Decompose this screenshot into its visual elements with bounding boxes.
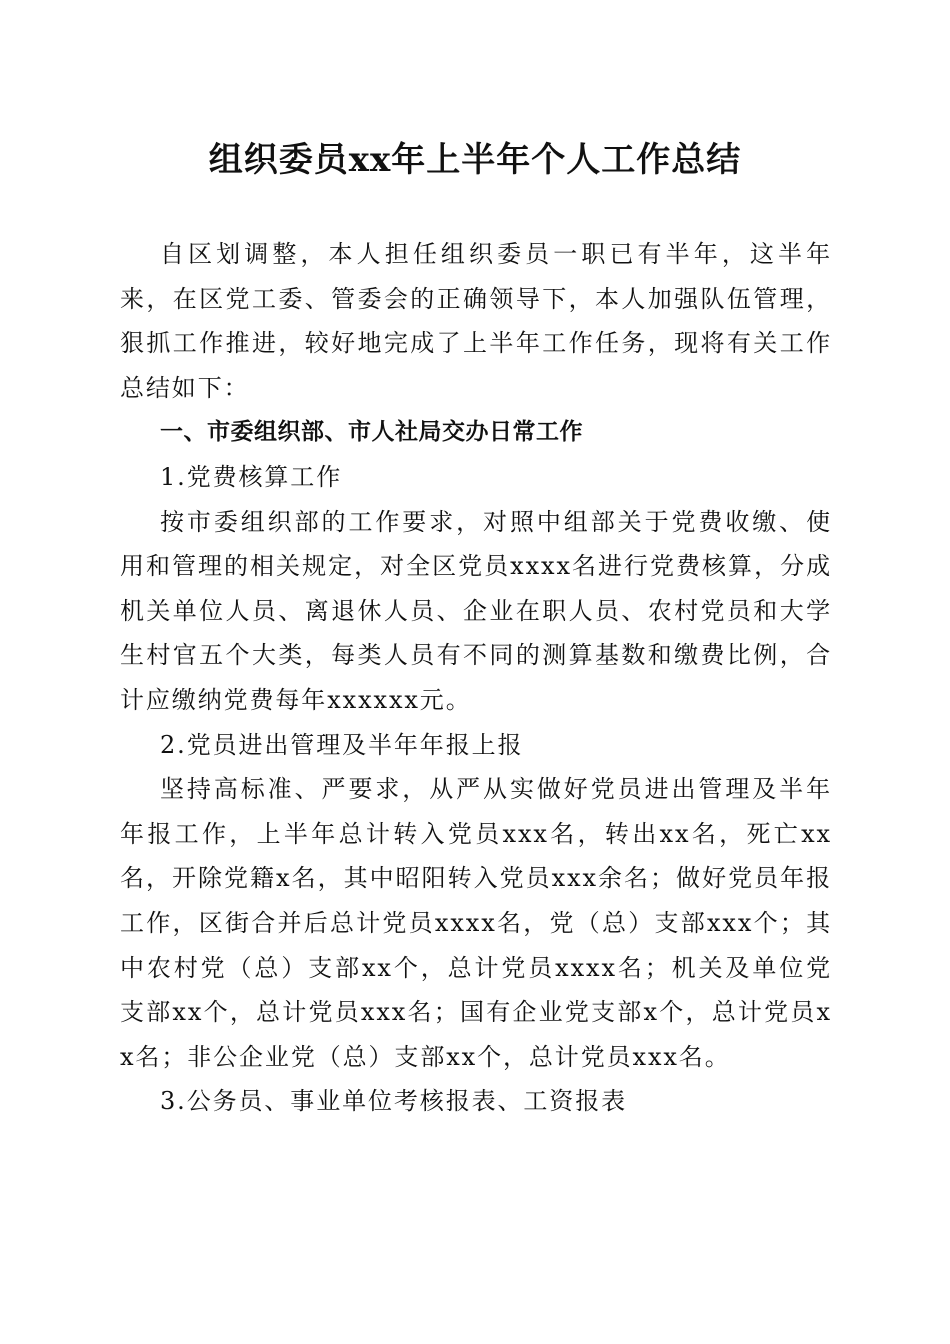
item-heading-2: 2.党员进出管理及半年年报上报 (160, 730, 524, 759)
item-heading-3: 3.公务员、事业单位考核报表、工资报表 (160, 1087, 627, 1116)
item-heading-1: 1.党费核算工作 (160, 462, 343, 491)
document-title: 组织委员xx年上半年个人工作总结 (208, 140, 742, 180)
item-paragraph-1: 按市委组织部的工作要求，对照中组部关于党费收缴、使用和管理的相关规定，对全区党员xxxx名进行党费核算，分成机关单位人员、离退休人员、企业在职人员、农村党员和大学生村官五个大类，每类人员有不同的测算基数和缴费比例，合计应缴纳党费每年xxxxxx元。 (120, 507, 832, 714)
item-paragraph-2: 坚持高标准、严要求，从严从实做好党员进出管理及半年年报工作，上半年总计转入党员xxx名，转出xx名，死亡xx名，开除党籍x名，其中昭阳转入党员xxx余名；做好党员年报工作，区街合并后总计党员xxxx名，党（总）支部xxx个；其中农村党（总）支部xx个，总计党员xxxx名；机关及单位党支部xx个，总计党员xxx名；国有企业党支部x个，总计党员xx名；非公企业党（总）支部xx个，总计党员xxx名。 (120, 775, 832, 1071)
intro-paragraph: 自区划调整，本人担任组织委员一职已有半年，这半年来，在区党工委、管委会的正确领导下，本人加强队伍管理，狠抓工作推进，较好地完成了上半年工作任务，现将有关工作总结如下： (120, 240, 832, 402)
section-heading-1: 一、市委组织部、市人社局交办日常工作 (160, 419, 583, 446)
document-body (120, 232, 832, 1124)
